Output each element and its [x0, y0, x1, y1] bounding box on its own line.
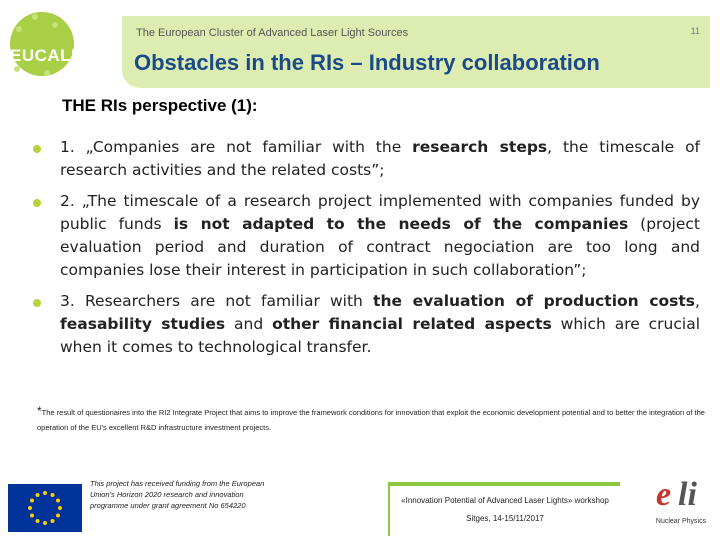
- footnote: [37, 404, 707, 435]
- bullet-text: 2. „The timescale of a research project implemented with companies funded by public funds: [60, 192, 700, 233]
- eli-logo-caption: Nuclear Physics: [655, 518, 707, 525]
- section-heading: THE RIs perspective (1):: [62, 96, 258, 115]
- header-bar: [122, 16, 710, 88]
- page-number: 11: [690, 26, 700, 36]
- bullet-text-bold: feasability studies: [60, 315, 226, 333]
- bullet-text-bold: the evaluation of production costs: [373, 292, 696, 310]
- bullet-list: [60, 136, 700, 367]
- bullet-text: and: [225, 315, 273, 333]
- bullet-item: [60, 290, 700, 359]
- logo-text: EUCALL: [10, 46, 82, 65]
- bullet-text-bold: is not adapted to the needs of the companies: [173, 215, 629, 233]
- footnote-star: *: [37, 404, 42, 418]
- bullet-text: which are crucial when it comes to technological transfer.: [60, 315, 701, 356]
- funding-text: This project has received funding from the European Union's Horizon 2020 research and innovation programme under grant agreement No 654220: [90, 479, 265, 510]
- footnote-text: The result of questionaires into the RI2 Integrate Project that aims to improve the framework conditions for innovation that exploit the economic development potential and to better the integration of the operation of the EU's excellent R&D infrastructure investment projects.: [37, 408, 705, 432]
- eu-flag-icon: [8, 484, 82, 532]
- bullet-item: [60, 136, 700, 182]
- event-title: «Innovation Potential of Advanced Laser Lights» workshop: [401, 496, 609, 505]
- eli-logo-li: li: [678, 476, 697, 513]
- logo-dot: [44, 70, 50, 76]
- logo-dot: [52, 22, 58, 28]
- logo-dot: [14, 66, 20, 72]
- bullet-text-bold: research steps: [412, 138, 548, 156]
- eucall-logo: [4, 8, 104, 80]
- header-subtitle: The European Cluster of Advanced Laser Light Sources: [136, 27, 409, 39]
- bullet-text: ,: [695, 292, 700, 310]
- bullet-item: [60, 190, 700, 282]
- eu-stars-icon: [8, 484, 82, 532]
- bullet-text: 3. Researchers are not familiar with: [60, 292, 374, 310]
- bullet-dot-icon: [33, 145, 41, 153]
- bullet-text: (project evaluation period and duration of contract negociation are too long and companies lose their interest in participation in such collaboration”;: [60, 215, 700, 279]
- bullet-dot-icon: [33, 299, 41, 307]
- bullet-text: 1. „Companies are not familiar with the: [60, 138, 413, 156]
- bullet-text: , the timescale of research activities and the related costs”;: [60, 138, 701, 179]
- eli-logo-e: e: [656, 476, 672, 513]
- bullet-text-bold: other financial related aspects: [272, 315, 552, 333]
- slide-title: Obstacles in the RIs – Industry collaboration: [134, 50, 600, 75]
- event-date: Sitges, 14-15/11/2017: [466, 514, 544, 523]
- eli-np-logo: [650, 474, 712, 534]
- logo-circle: [10, 12, 74, 76]
- event-box: [388, 482, 620, 536]
- logo-dot: [32, 14, 38, 20]
- bullet-dot-icon: [33, 199, 41, 207]
- logo-dot: [16, 26, 22, 32]
